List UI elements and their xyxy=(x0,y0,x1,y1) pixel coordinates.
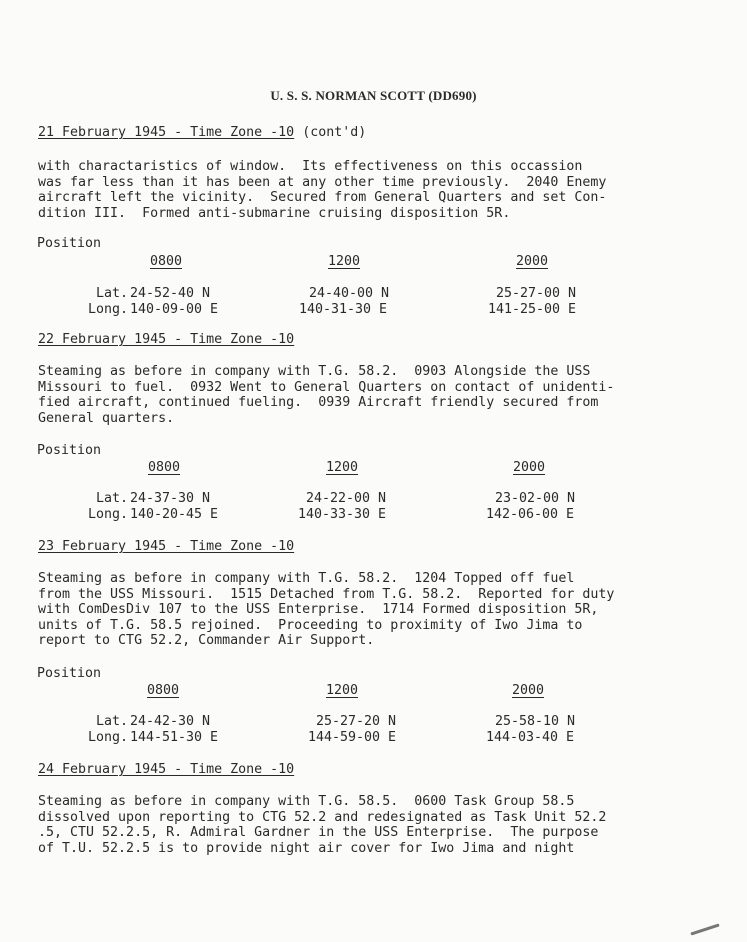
section-heading-date: 24 February 1945 - Time Zone -10 xyxy=(38,762,295,777)
paragraph-line: dissolved upon reporting to CTG 52.2 and redesignated as Task Unit 52.2 xyxy=(38,809,607,825)
long-value: 144-03-40 E xyxy=(486,730,575,745)
time-header: 1200 xyxy=(326,460,359,475)
section-paragraph xyxy=(38,159,718,221)
paragraph-line: was far less than it has been at any other time previously. 2040 Enemy xyxy=(38,174,607,190)
long-value: 144-51-30 E xyxy=(130,730,219,745)
long-label: Long. xyxy=(87,730,128,745)
pen-mark xyxy=(690,923,719,935)
long-value: 140-09-00 E xyxy=(130,302,219,317)
lat-value: 24-40-00 N xyxy=(309,286,390,301)
lat-label: Lat. xyxy=(95,286,128,301)
lat-label: Lat. xyxy=(95,714,128,729)
section-paragraph xyxy=(38,571,718,649)
section-paragraph xyxy=(38,794,718,856)
section-heading xyxy=(38,762,294,777)
section-heading xyxy=(38,332,294,347)
lat-value: 23-02-00 N xyxy=(495,491,576,506)
time-header: 0800 xyxy=(148,460,181,475)
section-heading xyxy=(38,125,366,140)
paragraph-line: with charactaristics of window. Its effectiveness on this occassion xyxy=(38,159,583,174)
paragraph-line: Steaming as before in company with T.G. 58.5. 0600 Task Group 58.5 xyxy=(38,794,575,809)
paragraph-line: fied aircraft, continued fueling. 0939 Aircraft friendly secured from xyxy=(38,395,599,411)
paragraph-line: from the USS Missouri. 1515 Detached from T.G. 58.2. Reported for duty xyxy=(38,586,615,602)
section-heading-suffix: (cont'd) xyxy=(294,125,367,140)
position-label: Position xyxy=(37,666,102,681)
long-value: 140-33-30 E xyxy=(298,507,387,522)
time-header: 2000 xyxy=(513,460,546,475)
section-heading xyxy=(38,539,294,554)
page-title: U. S. S. NORMAN SCOTT (DD690) xyxy=(270,88,477,103)
position-label: Position xyxy=(37,236,102,251)
lat-label: Lat. xyxy=(95,491,128,506)
lat-value: 25-27-20 N xyxy=(316,714,397,729)
lat-value: 24-22-00 N xyxy=(306,491,387,506)
time-header: 0800 xyxy=(150,254,183,269)
long-value: 140-20-45 E xyxy=(130,507,219,522)
paragraph-line: Steaming as before in company with T.G. 58.2. 0903 Alongside the USS xyxy=(38,364,591,379)
long-value: 142-06-00 E xyxy=(486,507,575,522)
long-value: 141-25-00 E xyxy=(488,302,577,317)
section-heading-date: 22 February 1945 - Time Zone -10 xyxy=(38,332,295,347)
long-label: Long. xyxy=(87,507,128,522)
paragraph-line: .5, CTU 52.2.5, R. Admiral Gardner in the USS Enterprise. The purpose xyxy=(38,825,599,841)
time-header: 1200 xyxy=(328,254,361,269)
lat-value: 24-52-40 N xyxy=(130,286,211,301)
paragraph-line: report to CTG 52.2, Commander Air Support. xyxy=(38,633,375,649)
long-label: Long. xyxy=(87,302,128,317)
section-heading-date: 21 February 1945 - Time Zone -10 xyxy=(38,125,295,140)
section-heading-date: 23 February 1945 - Time Zone -10 xyxy=(38,539,295,554)
paragraph-line: Steaming as before in company with T.G. 58.2. 1204 Topped off fuel xyxy=(38,571,575,586)
section-paragraph xyxy=(38,364,718,426)
paragraph-line: with ComDesDiv 107 to the USS Enterprise. 1714 Formed disposition 5R, xyxy=(38,602,599,618)
long-value: 140-31-30 E xyxy=(299,302,388,317)
time-header: 0800 xyxy=(147,683,180,698)
lat-value: 24-42-30 N xyxy=(130,714,211,729)
lat-value: 25-27-00 N xyxy=(496,286,577,301)
time-header: 1200 xyxy=(326,683,359,698)
paragraph-line: Missouri to fuel. 0932 Went to General Quarters on contact of unidenti- xyxy=(38,379,615,395)
paragraph-line: units of T.G. 58.5 rejoined. Proceeding to proximity of Iwo Jima to xyxy=(38,617,583,633)
paragraph-line: General quarters. xyxy=(38,410,175,426)
paragraph-line: aircraft left the vicinity. Secured from General Quarters and set Con- xyxy=(38,190,607,206)
time-header: 2000 xyxy=(512,683,545,698)
time-header: 2000 xyxy=(516,254,549,269)
position-label: Position xyxy=(37,443,102,458)
paragraph-line: dition III. Formed anti-submarine cruising disposition 5R. xyxy=(38,205,511,221)
long-value: 144-59-00 E xyxy=(308,730,397,745)
paragraph-line: of T.U. 52.2.5 is to provide night air cover for Iwo Jima and night xyxy=(38,840,575,856)
lat-value: 24-37-30 N xyxy=(130,491,211,506)
lat-value: 25-58-10 N xyxy=(495,714,576,729)
